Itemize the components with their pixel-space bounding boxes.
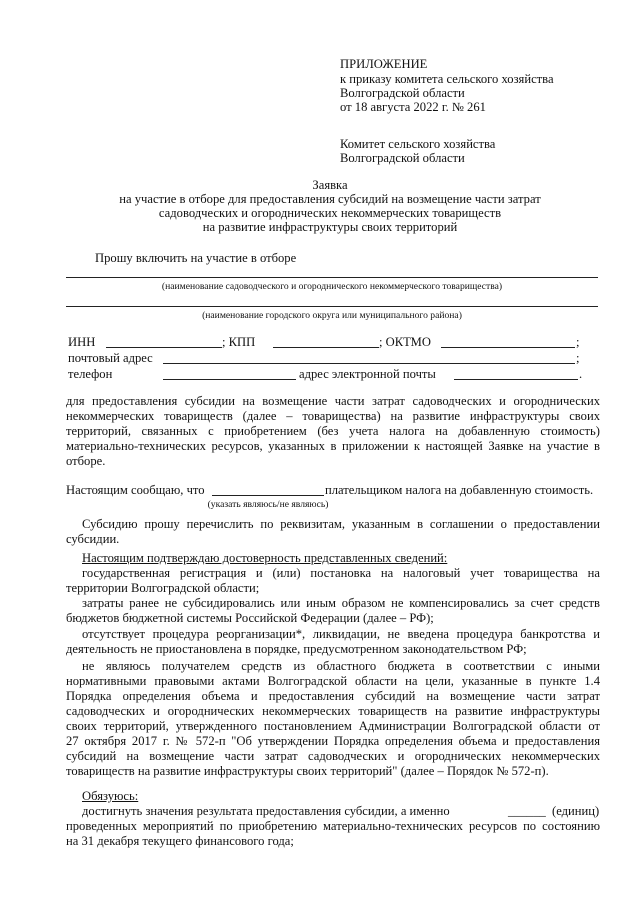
kpp-field[interactable] (273, 347, 379, 348)
confirm-p4-line-1: не являюсь получателем средств из областного бюджета в соответствии с иными (82, 659, 600, 673)
municipality-caption: (наименование городского округа или муниципального района) (202, 310, 462, 321)
document-subtitle-2: садоводческих и огороднических некоммерческих товариществ (158, 206, 502, 220)
confirm-p2-line-1: затраты ранее не субсидировались или иным образом не компенсировались за счет средств (82, 596, 600, 610)
confirm-p1-line-2: территории Волгоградской области; (66, 581, 260, 595)
document-title: Заявка (312, 178, 348, 192)
confirm-p3-line-1: отсутствует процедура реорганизации*, ликвидации, не введена процедура банкротства и (82, 627, 600, 641)
confirm-p3-line-2: деятельность не приостановлена в порядке, предусмотренном законодательством РФ; (66, 642, 527, 656)
inn-label: ИНН (68, 335, 96, 349)
confirm-p1-line-1: государственная регистрация и (или) постановка на налоговый учет товарищества на (82, 566, 600, 580)
email-field[interactable] (454, 379, 578, 380)
purpose-line-1: для предоставления субсидии на возмещение части затрат садоводческих и огороднических (66, 394, 600, 408)
partnership-name-line[interactable] (66, 277, 598, 278)
transfer-line-2: субсидии. (66, 532, 120, 546)
postal-semicolon: ; (576, 351, 580, 365)
postal-field[interactable] (163, 363, 575, 364)
confirm-p4-line-7: субсидий на возмещение части затрат садоводческих и огороднических некоммерческих (66, 749, 600, 763)
confirm-p4-line-3: Порядка определения объема и предоставления субсидий на возмещение части затрат (66, 689, 600, 703)
vat-caption: (указать являюсь/не являюсь) (207, 499, 329, 510)
confirm-p4-line-6: 27 октября 2017 г. № 572-п "Об утверждении Порядка определения объема и предоставления (66, 734, 600, 748)
obligations-unit: (единиц) (552, 804, 600, 818)
document-subtitle-3: на развитие инфраструктуры своих территорий (202, 220, 458, 234)
document-subtitle-1: на участие в отборе для предоставления субсидий на возмещение части затрат (119, 192, 541, 206)
vat-status-field[interactable] (212, 495, 324, 496)
obligations-result-blank[interactable]: ______ (508, 804, 546, 818)
oktmo-semicolon: ; (576, 335, 580, 349)
confirm-p4-line-2: нормативными правовыми актами Волгоградской области на цели, указанные в пункте 1.4 (66, 674, 600, 688)
appendix-date: от 18 августа 2022 г. № 261 (340, 100, 486, 114)
request-intro: Прошу включить на участие в отборе (95, 251, 297, 265)
confirm-p4-line-5: своих территорий, утвержденного постановлением Администрации Волгоградской области от (66, 719, 600, 733)
appendix-region: Волгоградской области (340, 86, 465, 100)
appendix-order: к приказу комитета сельского хозяйства (340, 72, 554, 86)
partnership-name-caption: (наименование садоводческого и огороднического некоммерческого товарищества) (161, 281, 503, 292)
phone-label: телефон (68, 367, 113, 381)
vat-before: Настоящим сообщаю, что (66, 483, 205, 497)
oktmo-field[interactable] (441, 347, 575, 348)
purpose-line-2: некоммерческих товариществ (далее – товарищества) на развитие инфраструктуры своих (66, 409, 600, 423)
vat-after: плательщиком налога на добавленную стоимость. (325, 483, 594, 497)
email-label: адрес электронной почты (299, 367, 436, 381)
email-dot: . (579, 367, 583, 381)
obligations-p1-start: достигнуть значения результата предоставления субсидии, а именно (82, 804, 450, 818)
confirm-p2-line-2: бюджетов бюджетной системы Российской Федерации (далее – РФ); (66, 611, 434, 625)
purpose-line-3: территорий, связанных с приобретением (без учета налога на добавленную стоимость) (66, 424, 600, 438)
confirm-p4-line-8: товариществ на развитие инфраструктуры своих территорий" (далее – Порядок № 572-п). (66, 764, 549, 778)
postal-label: почтовый адрес (68, 351, 153, 365)
inn-field[interactable] (106, 347, 222, 348)
oktmo-label: ; ОКТМО (379, 335, 431, 349)
municipality-line[interactable] (66, 306, 598, 307)
obligations-p1-line-3: на 31 декабря текущего финансового года; (66, 834, 294, 848)
confirm-heading: Настоящим подтверждаю достоверность представленных сведений: (82, 551, 448, 565)
transfer-line-1: Субсидию прошу перечислить по реквизитам, указанным в соглашении о предоставлении (82, 517, 600, 531)
obligations-p1-line-2: проведенных мероприятий по приобретению материально-технических ресурсов по состоянию (66, 819, 600, 833)
purpose-line-4: материально-технических ресурсов, указанных в приложении к настоящей Заявке на участие в (66, 439, 600, 453)
appendix-title: ПРИЛОЖЕНИЕ (340, 57, 428, 71)
confirm-p4-line-4: садоводческих и огороднических некоммерческих товариществ на развитие инфраструктуры (66, 704, 600, 718)
obligations-heading: Обязуюсь: (82, 789, 139, 803)
purpose-line-5: отборе. (66, 454, 106, 468)
phone-field[interactable] (163, 379, 296, 380)
kpp-label: ; КПП (222, 335, 256, 349)
addressee-line2: Волгоградской области (340, 151, 465, 165)
addressee-line1: Комитет сельского хозяйства (340, 137, 496, 151)
